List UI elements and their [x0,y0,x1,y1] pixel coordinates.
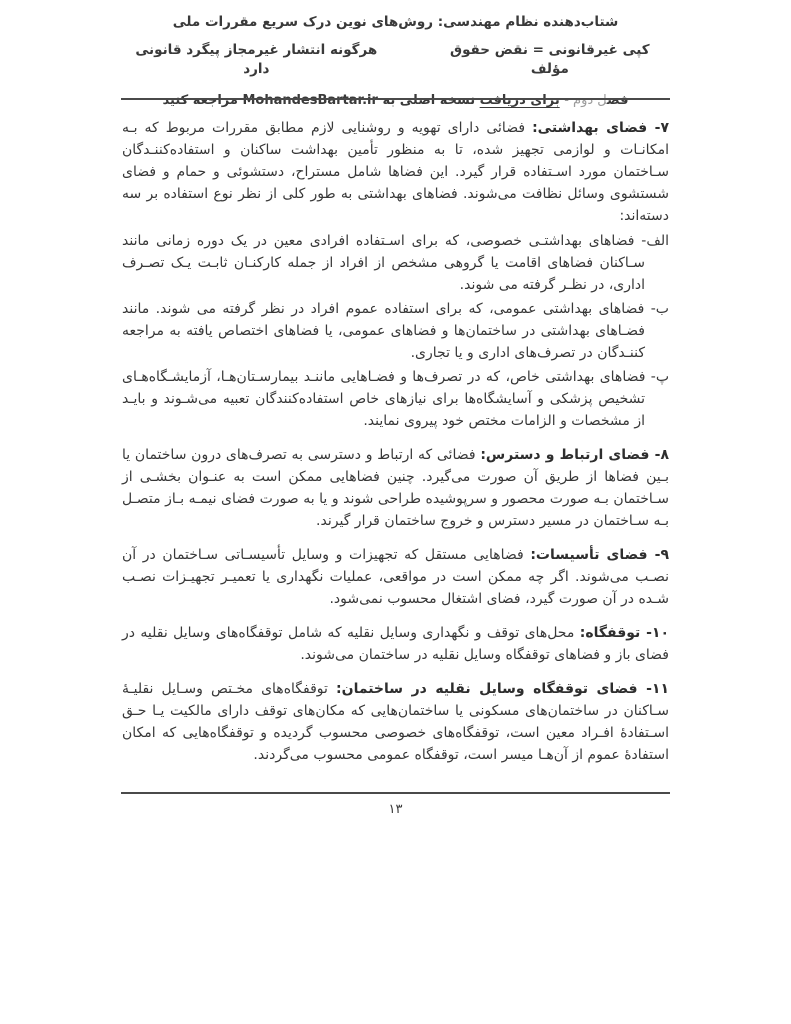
definition-9-utilities-space [122,544,669,610]
header-divider [121,98,670,100]
footer-divider [121,792,670,794]
download-note-end: مراجعه کنید [162,93,238,108]
download-note-mid: نسخه اصلی به [382,93,476,108]
definition-10-term: ۱۰- توقفگاه: [579,625,669,641]
list-item-be-text: ب- فضاهای بهداشتی عمومی، که برای استفاده عموم افراد در نظر گرفته می شوند. مانند فضـاهای بهداشتی در ساختمان‌ها و فضاهای عمومی، یا فضاهای اختصاص یافته به مراجعه کننـدگان در تصرف‌های اداری و یا تجاری. [122,301,669,361]
chapter-label-gray: ل دوم - [564,93,608,108]
list-item-be-public-sanitary [122,298,669,364]
definition-11-term: ۱۱- فضای توقفگاه وسایل نقلیه در ساختمان: [336,681,670,697]
definition-10-text: محل‌های توقف و نگهداری وسایل نقلیه که شامل توقفگاه‌های وسایل نقلیه در فضای باز و فضاهای توقفگاه وسایل نقلیه در ساختمان می‌شوند. [122,625,669,663]
definition-8-circulation-space [122,444,669,532]
download-note-underlined: برای دریافت [479,93,560,108]
definition-7-text: فضائی دارای تهویه و روشنایی لازم مطابق مقررات مربوط که بـه امکانـات و لوازمی تجهیز شده، تا به منظور تأمین بهداشت ساکنان و استفاده‌کننـدگان سـاختمان مورد اسـتفاده قرار گیرد. این فضاها شامل مستراح، دستشوئی و حمام و فضای شستشوی وسائل نظافت می‌شوند. فضاهای بهداشتی به طور کلی از نظر نوع استفاده بر سه دسته‌اند: [122,120,669,224]
document-body [122,117,669,769]
definition-7-term: ۷- فضای بهداشتی: [532,120,669,136]
definition-8-text: فضائی که ارتباط و دسترسی به تصرف‌های درون ساختمان یا بـین فضاها از طریق آن صورت می‌گیرد. چنین فضاهایی ممکن است به عنـوان بخشـی از سـاختمان بـه صورت محصور و سرپوشیده طراحی شوند و یا به صورت فضای نیمـه بـاز متصـل بـه سـاختمان در مسیر دسترس و خروج ساختمان قرار گیرند. [122,447,669,529]
site-name: MohandesBartar.ir [242,93,378,108]
definition-11-text: توقفگاه‌های مخـتص وسـایل نقلیـۀ سـاکنان در ساختمان‌های مسکونی یا ساختمان‌هایی که مکان‌های توقف دارای مالکیت یـا حـق اسـتفادۀ افـراد معین است، توقفگاه‌های خصوصی محسوب گردیده و توقفگاه‌هایی که امکان استفادۀ عموم از آن‌هـا میسر است، توقفگاه عمومی محسوب می‌گردند. [122,681,669,763]
header-title: شتاب‌دهنده نظام مهندسی: روش‌های نوین درک سریع مقررات ملی [172,14,619,30]
definition-8-term: ۸- فضای ارتباط و دسترس: [480,447,669,463]
copyright-notice: کپی غیرقانونی = نقض حقوق مؤلف [450,42,650,77]
legal-warning: هرگونه انتشار غیرمجاز پیگرد قانونی دارد [135,42,378,77]
copyright-warning-line [121,41,670,79]
definition-9-term: ۹- فضای تأسیسات: [530,547,669,563]
definition-11-vehicle-parking-space [122,678,669,766]
chapter-watermark-line [121,91,670,110]
list-item-alef-text: الف- فضاهای بهداشتـی خصوصی، که برای اسـتفاده افرادی معین در یک دوره زمانی مانند سـاکنان فضاهای اقامت یا گروهی مشخص از افراد از جمله کارکنـان ثابـت یـک تصـرف اداری، در نظـر گرفته می شوند. [122,233,669,293]
definition-7-sanitary-space [122,117,669,227]
list-item-pe-special-sanitary [122,366,669,432]
page-header [121,13,670,119]
definition-10-parking [122,622,669,666]
list-item-pe-text: پ- فضاهای بهداشتی خاص، که در تصرف‌ها و فضـاهایی ماننـد بیمارسـتان‌هـا، آزمایشـگاه‌هـای تشخیص پزشکی و آسایشگاه‌ها برای نیازهای خاص استفاده‌کنندگان تعبیه می‌شـوند و بایـد از مشخصات و الزامات مختص خود پیروی نمایند. [122,369,669,429]
definition-9-text: فضاهایی مستقل که تجهیزات و وسایل تأسیسـاتی سـاختمان در آن نصـب می‌شوند. اگر چه ممکن است در مواقعی، عملیات نگهداری یا تعمیـر تجهیـزات نصـب شـده در آن صورت گیرد، فضای اشتغال محسوب نمی‌شود. [122,547,669,607]
list-item-alef-private-sanitary [122,230,669,296]
chapter-label-dark: فص [607,93,629,108]
page-number: ۱۳ [388,802,403,817]
